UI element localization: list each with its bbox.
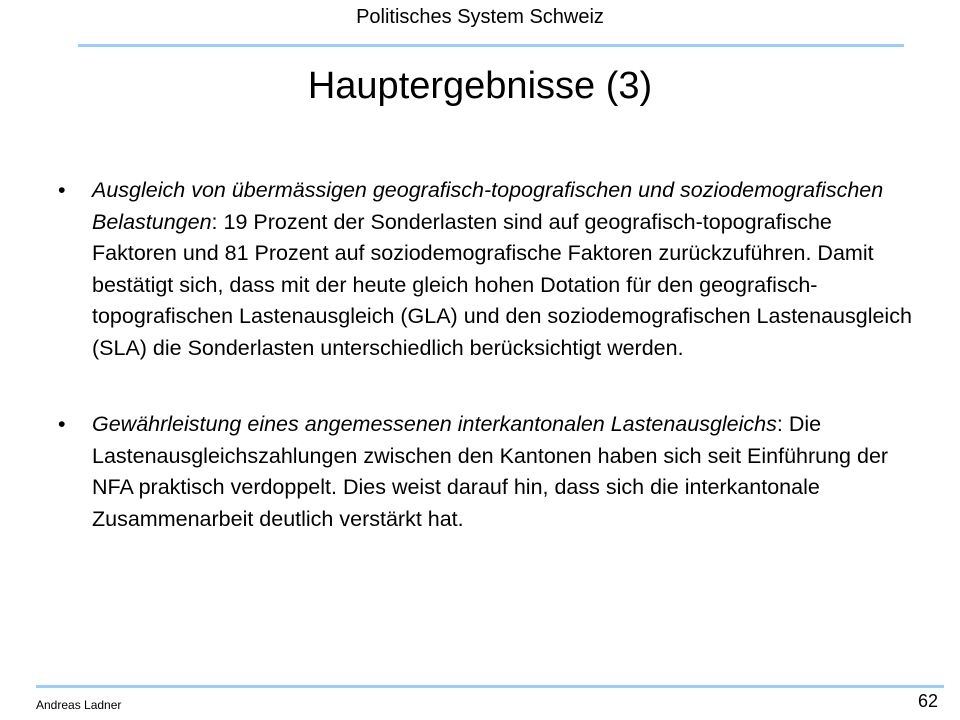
header-divider [78,44,904,47]
bullet-text: Die Lastenausgleichszahlungen zwischen den Kantonen haben sich seit Einführung der NFA praktisch verdoppelt. Dies weist darauf hin, dass sich die interkantonale Zusammenarbeit deutlich verstärkt hat. [92,412,889,531]
header-title: Politisches System Schweiz [356,6,604,28]
bullet-marker: • [58,412,66,436]
footer-divider [36,685,944,688]
slide-title: Hauptergebnisse (3) [307,65,653,107]
author-name: Andreas Ladner [36,698,122,712]
bullet-text: 19 Prozent der Sonderlasten sind auf geografisch-topografische Faktoren und 81 Prozent auf soziodemografische Faktoren zurückzuführen. Damit bestätigt sich, dass mit der heute gleich hohen Dotation für den geografisch-topografischen Lastenausgleich (GLA) und den soziodemografischen Lastenausgleich (SLA) die Sonderlasten unterschiedlich berücksichtigt werden. [92,209,912,360]
bullet-item [58,175,918,364]
bullet-marker: • [58,178,66,202]
bullet-item [58,409,918,535]
page-number: 62 [917,691,938,711]
bullet-separator: : [211,209,218,234]
bullet-lead: Gewährleistung eines angemessenen interkantonalen Lastenausgleichs [92,412,777,436]
bullet-lead: Ausgleich von übermässigen geografisch-topografischen und soziodemografischen Belastungen [92,178,884,234]
bullet-separator: : [776,412,783,436]
bullet-list [58,175,918,535]
